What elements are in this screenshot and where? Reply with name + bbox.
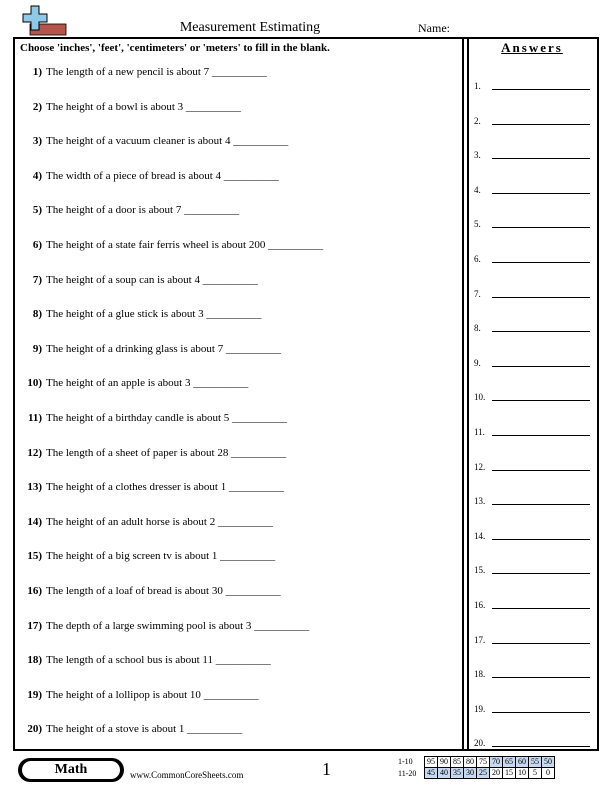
answer-number: 8. [474, 323, 481, 334]
answer-blank[interactable] [492, 331, 590, 332]
score-row [425, 768, 555, 779]
answer-number: 15. [474, 565, 486, 576]
frame-right-border [597, 37, 599, 749]
answer-item [474, 632, 594, 646]
question-number: 3) [32, 135, 42, 148]
score-cell: 5 [529, 768, 542, 779]
answer-blank[interactable] [492, 366, 590, 367]
question-number: 4) [32, 169, 42, 182]
answer-blank[interactable] [492, 677, 590, 678]
question-number: 9) [32, 342, 42, 355]
answer-number: 16. [474, 600, 486, 610]
question-item [20, 585, 281, 598]
score-cell: 80 [464, 757, 477, 768]
question-text: The height of a state fair ferris wheel is about 200 __________ [46, 239, 324, 251]
question-item [20, 343, 281, 356]
score-row-label: 1-10 [398, 757, 413, 766]
question-text: The depth of a large swimming pool is about 3 __________ [46, 619, 310, 632]
answer-blank[interactable] [492, 470, 590, 471]
answer-number: 5. [474, 219, 481, 230]
question-text: The length of a loaf of bread is about 30 __________ [46, 585, 281, 597]
answer-number: 14. [474, 530, 486, 541]
question-text: The height of a glue stick is about 3 __________ [46, 308, 262, 321]
score-cell: 50 [542, 757, 555, 768]
question-text: The height of a door is about 7 __________ [46, 204, 240, 217]
question-number: 7) [32, 273, 42, 286]
question-item [20, 689, 259, 702]
score-cell: 75 [477, 757, 490, 768]
question-number: 11) [27, 412, 42, 424]
answer-number: 4. [474, 184, 481, 195]
answers-divider-inner [467, 37, 469, 749]
score-cell: 45 [425, 768, 438, 779]
answer-item [474, 251, 594, 265]
answer-item [474, 424, 594, 438]
question-text: The height of a vacuum cleaner is about 4 __________ [46, 135, 289, 148]
answer-blank[interactable] [492, 124, 590, 125]
answer-number: 9. [474, 357, 481, 368]
answer-item [474, 320, 594, 334]
question-item [20, 447, 286, 460]
question-item [20, 170, 279, 183]
answer-number: 17. [474, 634, 486, 645]
score-cell: 90 [438, 757, 451, 768]
answer-item [474, 182, 594, 196]
score-cell: 60 [516, 757, 529, 768]
answer-number: 2. [474, 115, 481, 126]
question-text: The height of a soup can is about 4 __________ [46, 273, 258, 286]
question-text: The height of an adult horse is about 2 __________ [46, 515, 273, 528]
question-number: 10) [27, 377, 42, 390]
question-number: 12) [27, 446, 42, 459]
answer-number: 1. [474, 81, 481, 91]
answer-item [474, 528, 594, 542]
score-cell: 55 [529, 757, 542, 768]
header-divider [13, 37, 599, 39]
question-number: 19) [27, 688, 42, 701]
answer-number: 18. [474, 669, 486, 680]
score-row-label: 11-20 [398, 769, 417, 778]
answer-item [474, 147, 594, 161]
question-item [20, 654, 271, 667]
question-item [20, 135, 288, 148]
answer-blank[interactable] [492, 193, 590, 194]
answer-item [474, 355, 594, 369]
question-item [20, 101, 241, 114]
question-number: 14) [27, 515, 42, 528]
score-cell: 85 [451, 757, 464, 768]
question-text: The height of a clothes dresser is about 1 __________ [46, 481, 284, 494]
page-number: 1 [322, 759, 331, 779]
question-number: 15) [27, 550, 42, 563]
answer-item [474, 597, 594, 611]
answer-blank[interactable] [492, 539, 590, 540]
answer-blank[interactable] [492, 227, 590, 228]
answer-number: 11. [474, 427, 485, 437]
answer-number: 6. [474, 254, 481, 264]
answer-item [474, 459, 594, 473]
answer-blank[interactable] [492, 297, 590, 298]
question-number: 17) [27, 619, 42, 632]
question-item [20, 481, 284, 494]
score-row [425, 757, 555, 768]
answer-number: 3. [474, 150, 481, 161]
answer-item [474, 113, 594, 127]
question-number: 13) [27, 481, 42, 494]
answer-item [474, 562, 594, 576]
answer-item [474, 286, 594, 300]
answer-blank[interactable] [492, 504, 590, 505]
question-text: The height of a lollipop is about 10 __________ [46, 688, 259, 701]
question-text: The width of a piece of bread is about 4 __________ [46, 169, 279, 182]
logo [20, 4, 68, 36]
question-item [20, 274, 258, 287]
question-item [20, 620, 309, 633]
subject-label: Math [22, 761, 120, 779]
question-text: The length of a school bus is about 11 __________ [46, 654, 271, 667]
answer-item [474, 735, 594, 749]
question-item [20, 516, 273, 529]
answer-item [474, 666, 594, 680]
question-item [20, 239, 323, 252]
answer-blank[interactable] [492, 643, 590, 644]
question-text: The length of a new pencil is about 7 __________ [46, 66, 267, 78]
question-item [20, 204, 239, 217]
answer-item [474, 78, 594, 92]
answer-item [474, 389, 594, 403]
answer-item [474, 493, 594, 507]
answer-number: 10. [474, 392, 486, 403]
question-text: The length of a sheet of paper is about 28 __________ [46, 446, 287, 459]
question-number: 6) [32, 239, 42, 251]
question-number: 5) [32, 204, 42, 217]
frame-left-border [13, 37, 15, 749]
answer-blank[interactable] [492, 573, 590, 574]
worksheet-title: Measurement Estimating [179, 20, 321, 35]
score-cell: 65 [503, 757, 516, 768]
answer-number: 12. [474, 461, 486, 472]
question-number: 2) [32, 100, 42, 113]
score-cell: 30 [464, 768, 477, 779]
answer-item [474, 216, 594, 230]
answer-number: 20. [474, 738, 486, 749]
question-text: The height of a stove is about 1 __________ [46, 723, 243, 736]
answer-blank[interactable] [492, 262, 590, 263]
question-text: The height of a bowl is about 3 __________ [46, 100, 241, 113]
answers-divider [462, 37, 464, 749]
score-cell: 35 [451, 768, 464, 779]
score-cell: 70 [490, 757, 503, 768]
question-item [20, 723, 242, 736]
score-cell: 20 [490, 768, 503, 779]
question-number: 8) [32, 308, 42, 321]
question-item [20, 412, 287, 425]
answer-blank[interactable] [492, 89, 590, 90]
name-label: Name: [418, 21, 450, 35]
answer-blank[interactable] [492, 158, 590, 159]
question-text: The height of an apple is about 3 __________ [46, 377, 249, 390]
question-number: 18) [27, 654, 42, 667]
score-cell: 40 [438, 768, 451, 779]
score-table [424, 756, 555, 779]
answer-blank[interactable] [492, 435, 590, 436]
answer-blank[interactable] [492, 712, 590, 713]
question-item [20, 308, 261, 321]
answers-title: Answers [501, 40, 563, 55]
answer-blank[interactable] [492, 746, 590, 747]
score-cell: 15 [503, 768, 516, 779]
answer-number: 13. [474, 496, 486, 507]
answer-blank[interactable] [492, 400, 590, 401]
score-cell: 10 [516, 768, 529, 779]
question-number: 20) [27, 723, 42, 736]
answer-number: 19. [474, 703, 486, 714]
question-item [20, 66, 267, 79]
question-number: 1) [32, 66, 42, 78]
answer-number: 7. [474, 288, 481, 299]
question-number: 16) [27, 585, 42, 597]
question-text: The height of a birthday candle is about 5 __________ [46, 412, 288, 424]
answer-item [474, 701, 594, 715]
question-item [20, 377, 248, 390]
website-url: www.CommonCoreSheets.com [130, 770, 244, 780]
score-cell: 25 [477, 768, 490, 779]
question-item [20, 550, 275, 563]
instructions: Choose 'inches', 'feet', 'centimeters' or 'meters' to fill in the blank. [20, 42, 330, 54]
score-cell: 0 [542, 768, 555, 779]
question-text: The height of a drinking glass is about 7 __________ [46, 342, 281, 355]
answer-blank[interactable] [492, 608, 590, 609]
question-text: The height of a big screen tv is about 1 __________ [46, 550, 276, 563]
score-cell: 95 [425, 757, 438, 768]
